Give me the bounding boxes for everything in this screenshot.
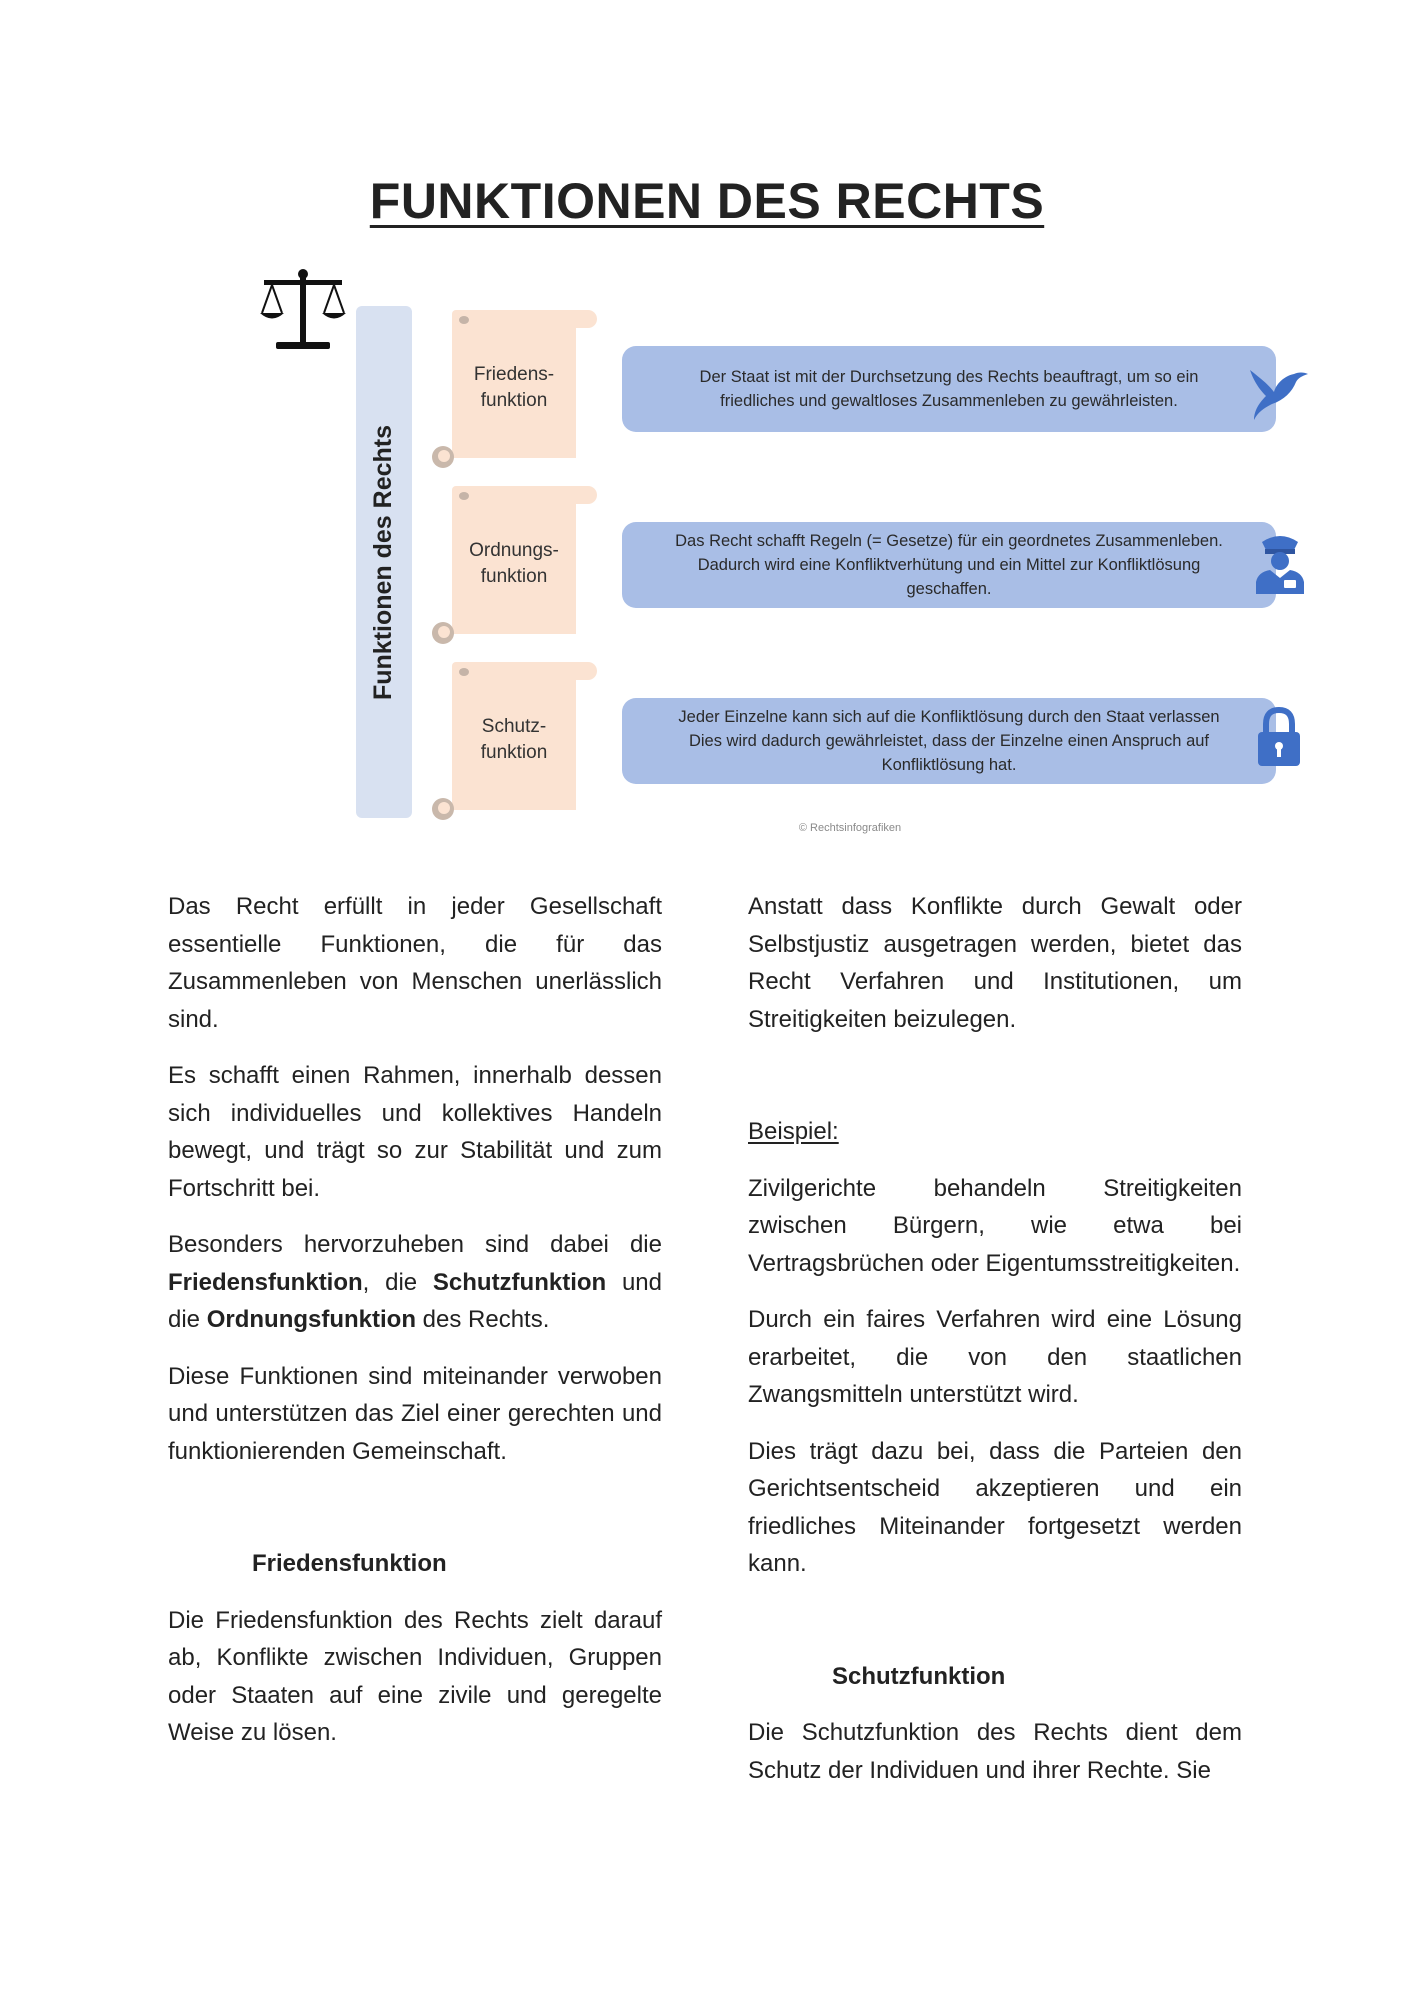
scroll-schutzfunktion: [432, 662, 602, 822]
paragraph: Anstatt dass Konflikte durch Gewalt oder Selbstjustiz ausgetragen werden, bietet das Recht Verfahren und Institutionen, um Streitigkeiten beizulegen.: [748, 893, 1242, 1033]
padlock-icon: [1248, 706, 1310, 768]
section-heading-friedensfunktion: Friedensfunktion: [252, 1550, 447, 1577]
page-title: FUNKTIONEN DES RECHTS: [369, 173, 1045, 229]
police-officer-icon: [1250, 532, 1312, 594]
paragraph: Durch ein faires Verfahren wird eine Lösung erarbeitet, die von den staatlichen Zwangsmitteln unterstützt wird.: [748, 1306, 1242, 1408]
bird-icon: [1246, 362, 1308, 424]
scroll-friedensfunktion: [432, 310, 602, 470]
paragraph: Diese Funktionen sind miteinander verwoben und unterstützen das Ziel einer gerechten und funktionierenden Gemeinschaft.: [168, 1362, 662, 1465]
scale-of-justice-icon: [258, 268, 348, 356]
example-label: Beispiel:: [748, 1118, 839, 1145]
section-heading-schutzfunktion: Schutzfunktion: [832, 1662, 1006, 1690]
function-label: Friedens- funktion: [473, 364, 555, 411]
paragraph: Die Friedensfunktion des Rechts zielt darauf ab, Konflikte zwischen Individuen, Gruppen oder Staaten auf eine zivile und geregelte Weise zu lösen.: [168, 1606, 662, 1746]
term-schutzfunktion: Schutzfunktion: [432, 1268, 607, 1296]
vertical-bar-label: Funktionen des Rechts: [369, 424, 398, 700]
description-box-friedensfunktion: Der Staat ist mit der Durchsetzung des Rechts beauftragt, um so ein friedliches und gewaltloses Zusammenleben zu gewährleisten.: [622, 346, 1276, 432]
function-label: Ordnungs- funktion: [469, 540, 559, 587]
paragraph-functions-overview: Besonders hervorzuheben sind dabei die Friedensfunktion, die Schutzfunktion und die Ordnungsfunktion des Rechts.: [168, 1231, 663, 1333]
paragraph: Das Recht erfüllt in jeder Gesellschaft essentielle Funktionen, die für das Zusammenleben von Menschen unerlässlich sind.: [168, 893, 662, 1033]
scroll-ordnungsfunktion: [432, 486, 602, 646]
paragraph: Die Schutzfunktion des Rechts dient dem Schutz der Individuen und ihrer Rechte. Sie: [748, 1719, 1242, 1784]
description-box-ordnungsfunktion: Das Recht schafft Regeln (= Gesetze) für ein geordnetes Zusammenleben. Dadurch wird eine Konfliktverhütung und ein Mittel zur Konfliktlösung geschaffen.: [622, 522, 1276, 608]
paragraph: Es schafft einen Rahmen, innerhalb dessen sich individuelles und kollektives Handeln bewegt, und trägt so zur Stabilität und zum Fortschritt bei.: [168, 1062, 662, 1202]
left-text-column: [168, 888, 662, 1771]
paragraph: Dies trägt dazu bei, dass die Parteien den Gerichtsentscheid akzeptieren und ein friedliches Miteinander fortgesetzt werden kann.: [748, 1437, 1242, 1577]
right-text-column: [748, 888, 1242, 1808]
paragraph: Zivilgerichte behandeln Streitigkeiten zwischen Bürgern, wie etwa bei Vertragsbrüchen oder Eigentumsstreitigkeiten.: [748, 1174, 1242, 1277]
description-box-schutzfunktion: Jeder Einzelne kann sich auf die Konfliktlösung durch den Staat verlassen Dies wird dadurch gewährleistet, dass der Einzelne einen Anspruch auf Konfliktlösung hat.: [622, 698, 1276, 784]
term-friedensfunktion: Friedensfunktion: [168, 1268, 363, 1296]
copyright-note: © Rechtsinfografiken: [798, 822, 902, 834]
term-ordnungsfunktion: Ordnungsfunktion: [206, 1306, 416, 1333]
function-label: Schutz- funktion: [480, 716, 548, 763]
